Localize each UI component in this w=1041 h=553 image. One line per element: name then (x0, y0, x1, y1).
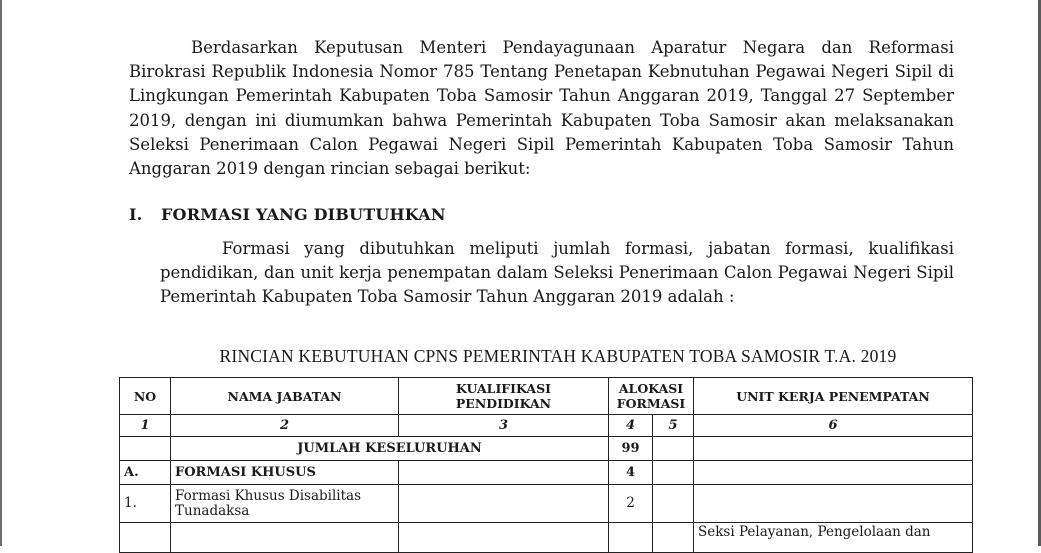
row-no: A. (120, 461, 171, 485)
row-alokasi: 2 (609, 485, 653, 523)
total-value: 99 (609, 437, 653, 461)
table-header-row (120, 378, 973, 415)
table-row (120, 461, 973, 485)
total-row (120, 437, 973, 461)
column-number: 4 (609, 415, 653, 437)
row-alokasi: 4 (609, 461, 653, 485)
column-number: 1 (120, 415, 171, 437)
column-number: 2 (171, 415, 399, 437)
intro-paragraph: Berdasarkan Keputusan Menteri Pendayagunaan Aparatur Negara dan Reformasi Birokrasi Republik Indonesia Nomor 785 Tentang Penetapan Kebnutuhan Pegawai Negeri Sipil di Lingkungan Pemerintah Kabupaten Toba Samosir Tahun Anggaran 2019, Tanggal 27 September 2019, dengan ini diumumkan bahwa Pemerintah Kabupaten Toba Samosir akan melaksanakan Seleksi Penerimaan Calon Pegawai Negeri Sipil Pemerintah Kabupaten Toba Samosir Tahun Anggaran 2019 dengan rincian sebagai berikut: (129, 38, 954, 179)
table-row (120, 523, 973, 553)
header-nama-jabatan: NAMA JABATAN (171, 378, 399, 415)
row-no: 1. (120, 485, 171, 523)
section-heading (129, 205, 446, 224)
column-number: 5 (653, 415, 694, 437)
header-no: NO (120, 378, 171, 415)
section-paragraph: Formasi yang dibutuhkan meliputi jumlah formasi, jabatan formasi, kualifikasi pendidikan, dan unit kerja penempatan dalam Seleksi Penerimaan Calon Pegawai Negeri Sipil Pemerintah Kabupaten Toba Samosir Tahun Anggaran 2019 adalah : (160, 239, 954, 307)
header-unit-kerja: UNIT KERJA PENEMPATAN (694, 378, 973, 415)
row-unit: Seksi Pelayanan, Pengelolaan dan (694, 523, 973, 553)
header-kualifikasi: KUALIFIKASI PENDIDIKAN (399, 378, 609, 415)
total-label: JUMLAH KESELURUHAN (171, 437, 609, 461)
row-nama: Formasi Khusus Disabilitas Tunadaksa (171, 485, 399, 523)
column-number: 3 (399, 415, 609, 437)
row-nama: FORMASI KHUSUS (171, 461, 399, 485)
table-title: RINCIAN KEBUTUHAN CPNS PEMERINTAH KABUPATEN TOBA SAMOSIR T.A. 2019 (219, 346, 897, 366)
header-alokasi: ALOKASI FORMASI (609, 378, 694, 415)
table-row (120, 485, 973, 523)
page-left-edge (0, 0, 2, 546)
formation-table (119, 377, 973, 553)
section-title: FORMASI YANG DIBUTUHKAN (161, 205, 446, 224)
column-number-row (120, 415, 973, 437)
column-number: 6 (694, 415, 973, 437)
section-number: I. (129, 205, 143, 224)
